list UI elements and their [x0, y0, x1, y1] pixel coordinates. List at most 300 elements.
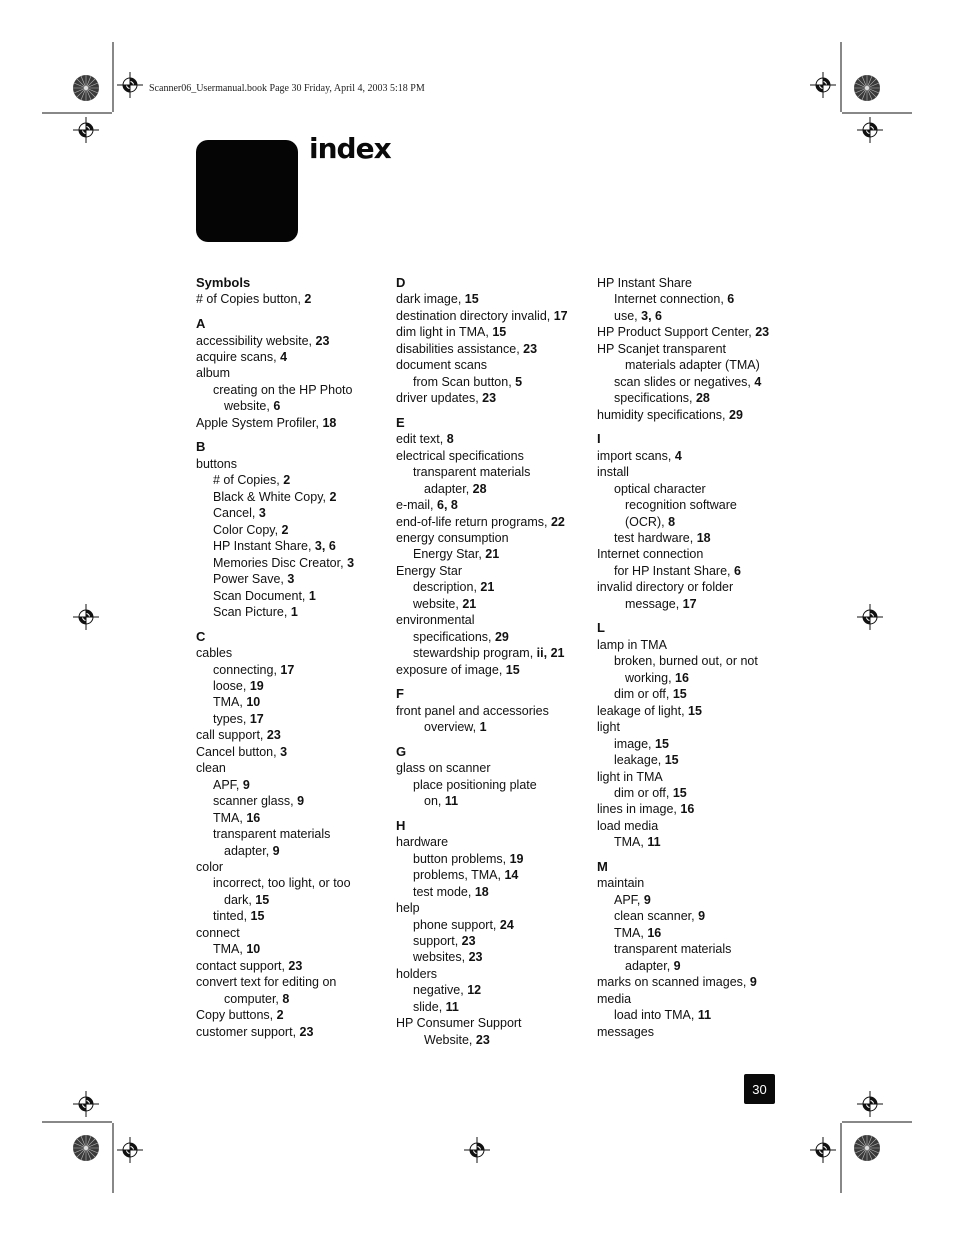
- index-entry: [196, 604, 386, 620]
- entry-text: Website,: [424, 1032, 476, 1047]
- page-link[interactable]: 15: [655, 736, 669, 751]
- page-link[interactable]: 15: [255, 892, 270, 907]
- page-link[interactable]: ii: [536, 646, 544, 661]
- page-link[interactable]: 16: [246, 810, 261, 825]
- index-entry: [597, 958, 797, 974]
- entry-text: specifications,: [413, 629, 495, 644]
- entry-text: convert text for editing on: [196, 975, 337, 990]
- entry-text: Memories Disc Creator,: [213, 555, 348, 570]
- entry-text: import scans,: [597, 448, 675, 463]
- entry-text: adapter,: [224, 843, 273, 858]
- page-link[interactable]: 4: [674, 448, 682, 463]
- entry-text: dark,: [224, 892, 256, 907]
- page-link[interactable]: 17: [682, 596, 697, 611]
- entry-text: environmental: [396, 613, 475, 628]
- chapter-tab-block: [196, 140, 298, 242]
- entry-text: HP Product Support Center,: [597, 325, 756, 340]
- page-link[interactable]: 3: [287, 572, 295, 587]
- page-link[interactable]: 21: [480, 580, 495, 595]
- index-entry: [597, 275, 797, 291]
- page-link[interactable]: 15: [672, 785, 687, 800]
- index-entry: [396, 464, 591, 480]
- page-link[interactable]: 28: [472, 481, 487, 496]
- entry-text: lines in image,: [597, 802, 681, 817]
- index-entry: [396, 867, 591, 883]
- index-entry: [196, 398, 386, 414]
- page-link[interactable]: 21: [550, 646, 565, 661]
- entry-text: websites,: [413, 950, 469, 965]
- entry-text: Scan Picture,: [213, 604, 291, 619]
- entry-text: stewardship program,: [413, 646, 537, 661]
- index-entry: [396, 481, 591, 497]
- page-link[interactable]: 15: [492, 325, 507, 340]
- page-link[interactable]: 8: [450, 498, 458, 513]
- page-link[interactable]: 6: [655, 308, 662, 323]
- page-link[interactable]: 23: [475, 1032, 490, 1047]
- section-letter: C: [196, 628, 206, 644]
- entry-text: end-of-life return programs,: [396, 514, 551, 529]
- entry-text: leakage,: [614, 753, 665, 768]
- page-link[interactable]: 29: [729, 407, 743, 422]
- entry-text: driver updates,: [396, 391, 483, 406]
- entry-text: computer,: [224, 991, 283, 1006]
- index-entry: [196, 588, 386, 604]
- page-link[interactable]: 10: [246, 695, 261, 710]
- entry-text: website,: [224, 399, 274, 414]
- entry-text: Copy buttons,: [196, 1008, 277, 1023]
- entry-text: Power Save,: [213, 572, 288, 587]
- entry-text: dark image,: [396, 292, 465, 307]
- entry-text: TMA,: [614, 835, 648, 850]
- index-entry: [396, 341, 591, 357]
- entry-text: # of Copies,: [213, 473, 284, 488]
- entry-text: maintain: [597, 876, 645, 891]
- page-link[interactable]: 4: [754, 374, 762, 389]
- index-entry: [196, 415, 386, 431]
- index-entry: [196, 694, 386, 710]
- entry-text: exposure of image,: [396, 662, 506, 677]
- page-link[interactable]: 3: [347, 555, 355, 570]
- index-entry: [597, 925, 797, 941]
- entry-text: test mode,: [413, 884, 475, 899]
- page-link[interactable]: 1: [290, 604, 298, 619]
- page-link[interactable]: 9: [673, 958, 681, 973]
- index-section: [196, 439, 386, 620]
- index-entry: [396, 612, 591, 628]
- index-entry: [196, 382, 386, 398]
- entry-text: Energy Star,: [413, 547, 486, 562]
- page-link[interactable]: 22: [550, 514, 565, 529]
- index-entry: [396, 514, 591, 530]
- index-entry: use, 3, 6: [614, 308, 662, 323]
- index-entry: [196, 349, 386, 365]
- entry-text: message,: [625, 596, 683, 611]
- entry-text: customer support,: [196, 1024, 300, 1039]
- entry-text: overview,: [424, 720, 480, 735]
- entry-text: transparent materials: [614, 942, 732, 957]
- page-link[interactable]: 15: [688, 703, 702, 718]
- page-link[interactable]: 11: [647, 835, 661, 850]
- section-letter: F: [396, 686, 404, 702]
- entry-text: leakage of light,: [597, 703, 689, 718]
- index-entry: [196, 744, 386, 760]
- index-entry: [196, 522, 386, 538]
- index-entry: [396, 933, 591, 949]
- page-link[interactable]: 17: [280, 662, 295, 677]
- entry-text: support,: [413, 933, 462, 948]
- index-section: [196, 316, 386, 431]
- index-entry: [396, 546, 591, 562]
- index-entry: [396, 308, 591, 324]
- entry-text: load media: [597, 818, 659, 833]
- index-entry: [396, 966, 591, 982]
- entry-text: holders: [396, 966, 437, 981]
- section-letter: L: [597, 620, 605, 636]
- index-section: [196, 275, 386, 308]
- entry-text: HP Instant Share,: [213, 539, 315, 554]
- index-entry: [597, 374, 797, 390]
- page-link[interactable]: 6: [328, 539, 336, 554]
- entry-text: Energy Star: [396, 563, 463, 578]
- entry-text: TMA,: [213, 942, 247, 957]
- index-entry: [396, 884, 591, 900]
- entry-text: help: [396, 901, 420, 916]
- index-entry: [597, 653, 797, 669]
- index-entry: [396, 793, 591, 809]
- index-section: [597, 431, 797, 612]
- entry-text: Cancel button,: [196, 744, 281, 759]
- index-entry: [196, 505, 386, 521]
- entry-text: TMA,: [213, 810, 247, 825]
- entry-text: connect: [196, 925, 240, 940]
- page-link[interactable]: 2: [283, 473, 291, 488]
- index-entry: [196, 843, 386, 859]
- index-entry: [196, 472, 386, 488]
- page-link[interactable]: 2: [281, 522, 289, 537]
- index-section: [396, 415, 591, 678]
- index-section: [396, 275, 591, 407]
- entry-text: description,: [413, 580, 481, 595]
- page-link[interactable]: 17: [249, 711, 264, 726]
- entry-text: messages: [597, 1024, 654, 1039]
- page-link[interactable]: 9: [297, 794, 305, 809]
- index-entry: [196, 1007, 386, 1023]
- entry-text: (OCR),: [625, 514, 669, 529]
- entry-text: TMA,: [213, 695, 247, 710]
- index-section: [196, 629, 386, 1040]
- page-link[interactable]: 19: [509, 851, 524, 866]
- entry-text: hardware: [396, 835, 449, 850]
- index-entry: [597, 324, 797, 340]
- index-entry: [597, 546, 797, 562]
- index-entry: [196, 727, 386, 743]
- entry-text: front panel and accessories: [396, 703, 549, 718]
- entry-text: load into TMA,: [614, 1008, 698, 1023]
- entry-text: destination directory invalid,: [396, 308, 554, 323]
- page-link[interactable]: 2: [276, 1008, 284, 1023]
- entry-text: Color Copy,: [213, 522, 282, 537]
- page-link[interactable]: 9: [698, 909, 706, 924]
- page-link[interactable]: 16: [680, 802, 695, 817]
- entry-text: disabilities assistance,: [396, 341, 524, 356]
- index-entry: [396, 324, 591, 340]
- index-entry: [597, 875, 797, 891]
- page-link[interactable]: 16: [675, 670, 689, 685]
- index-column-1: [196, 275, 386, 1048]
- entry-text: marks on scanned images,: [597, 975, 750, 990]
- entry-text: install: [597, 465, 629, 480]
- entry-text: optical character: [614, 481, 706, 496]
- page-link[interactable]: 19: [249, 678, 264, 693]
- index-entry: [196, 892, 386, 908]
- index-entry: [196, 760, 386, 776]
- index-entry: [396, 629, 591, 645]
- page-link[interactable]: 3: [314, 539, 322, 554]
- index-entry: [597, 785, 797, 801]
- index-entry: [597, 579, 797, 595]
- entry-text: phone support,: [413, 917, 500, 932]
- page-link[interactable]: 23: [266, 728, 281, 743]
- index-entry: [597, 357, 797, 373]
- page-link[interactable]: 12: [467, 983, 482, 998]
- entry-text: contact support,: [196, 958, 289, 973]
- index-section: [597, 859, 797, 1040]
- page-link[interactable]: 1: [479, 720, 487, 735]
- page-link[interactable]: 15: [672, 687, 687, 702]
- entry-text: website,: [413, 596, 463, 611]
- page-link[interactable]: 10: [246, 942, 261, 957]
- page-link[interactable]: 2: [329, 489, 337, 504]
- page-link[interactable]: 15: [250, 909, 265, 924]
- section-letter: A: [196, 316, 206, 332]
- index-column-3: [597, 275, 797, 1048]
- index-entry: [597, 481, 797, 497]
- index-entry: [597, 464, 797, 480]
- print-slug: Scanner06_Usermanual.book Page 30 Friday, April 4, 2003 5:18 PM: [149, 83, 425, 94]
- entry-text: HP Instant Share: [597, 276, 692, 290]
- entry-text: materials adapter (TMA): [625, 358, 760, 373]
- index-section: [396, 744, 591, 810]
- index-entry: [396, 357, 591, 373]
- entry-text: adapter,: [424, 481, 473, 496]
- page-link[interactable]: 6: [733, 563, 741, 578]
- entry-text: Internet connection,: [614, 292, 728, 307]
- index-entry: [597, 670, 797, 686]
- page-link[interactable]: 9: [643, 892, 651, 907]
- index-entry: [597, 834, 797, 850]
- index-entry: [396, 949, 591, 965]
- entry-text: call support,: [196, 728, 267, 743]
- entry-text: dim or off,: [614, 785, 673, 800]
- entry-text: test hardware,: [614, 530, 697, 545]
- page-link[interactable]: 28: [695, 391, 710, 406]
- page-link[interactable]: 23: [523, 341, 538, 356]
- entry-text: dim light in TMA,: [396, 325, 493, 340]
- page-link[interactable]: 6: [727, 292, 735, 307]
- page-link[interactable]: 8: [282, 991, 290, 1006]
- page-link[interactable]: 3: [280, 744, 288, 759]
- page-link[interactable]: 15: [505, 662, 520, 677]
- index-entry: [597, 719, 797, 735]
- page-link[interactable]: 3: [641, 308, 649, 323]
- index-entry: [196, 991, 386, 1007]
- section-letter: B: [196, 439, 206, 455]
- entry-text: Internet connection: [597, 547, 704, 562]
- index-entry: [396, 703, 591, 719]
- entry-text: e-mail,: [396, 498, 437, 513]
- index-entry: [597, 752, 797, 768]
- page-link[interactable]: 24: [499, 917, 514, 932]
- entry-text: use,: [614, 308, 642, 323]
- page-link[interactable]: 15: [464, 292, 479, 307]
- index-entry: [196, 826, 386, 842]
- entry-text: color: [196, 859, 224, 874]
- section-letter: E: [396, 414, 405, 430]
- page-link[interactable]: 5: [515, 374, 523, 389]
- page-link[interactable]: 23: [288, 958, 303, 973]
- section-letter: H: [396, 817, 406, 833]
- page-link[interactable]: 17: [553, 308, 568, 323]
- entry-text: humidity specifications,: [597, 407, 730, 422]
- entry-text: clean scanner,: [614, 909, 699, 924]
- page-link[interactable]: 11: [697, 1008, 712, 1023]
- page-link[interactable]: 9: [749, 975, 757, 990]
- entry-text: scanner glass,: [213, 794, 298, 809]
- entry-text: APF,: [213, 777, 243, 792]
- index-entry: [196, 555, 386, 571]
- index-entry: e-mail, 6, 8: [396, 498, 458, 513]
- index-entry: [597, 1024, 797, 1040]
- page-link[interactable]: 18: [696, 530, 711, 545]
- entry-text: cables: [196, 646, 233, 661]
- page-link[interactable]: 15: [664, 753, 679, 768]
- page-link[interactable]: 6: [436, 498, 444, 513]
- page-link[interactable]: 21: [485, 547, 500, 562]
- entry-text: loose,: [213, 678, 250, 693]
- entry-text: incorrect, too light, or too: [213, 876, 351, 891]
- entry-text: creating on the HP Photo: [213, 382, 353, 397]
- entry-text: TMA,: [614, 925, 648, 940]
- page-link[interactable]: 8: [668, 514, 676, 529]
- page-link[interactable]: 11: [445, 999, 459, 1014]
- page-link[interactable]: 9: [272, 843, 280, 858]
- entry-text: electrical specifications: [396, 448, 524, 463]
- index-entry: [597, 637, 797, 653]
- page-link[interactable]: 9: [242, 777, 250, 792]
- page-link[interactable]: 23: [468, 950, 483, 965]
- index-entry: [396, 662, 591, 678]
- index-entry: [597, 736, 797, 752]
- entry-text: for HP Instant Share,: [614, 563, 734, 578]
- entry-text: transparent materials: [213, 827, 331, 842]
- index-entry: [196, 925, 386, 941]
- entry-text: recognition software: [625, 498, 737, 513]
- index-entry: [396, 834, 591, 850]
- index-entry: [396, 917, 591, 933]
- index-entry: [196, 810, 386, 826]
- entry-text: image,: [614, 736, 655, 751]
- page-link[interactable]: 2: [304, 292, 312, 307]
- entry-text: button problems,: [413, 851, 510, 866]
- index-entry: [396, 777, 591, 793]
- section-letter: D: [396, 275, 406, 290]
- index-entry: [196, 678, 386, 694]
- index-entry: stewardship program, ii, 21: [413, 646, 565, 661]
- entry-text: working,: [625, 670, 676, 685]
- index-entry: [196, 777, 386, 793]
- page-link[interactable]: 23: [482, 391, 497, 406]
- index-entry: [597, 514, 797, 530]
- index-entry: [396, 719, 591, 735]
- page-link[interactable]: 11: [444, 794, 459, 809]
- index-entry: [196, 291, 386, 307]
- index-entry: [597, 448, 797, 464]
- entry-text: adapter,: [625, 958, 674, 973]
- entry-text: APF,: [614, 892, 644, 907]
- page-link[interactable]: 18: [474, 884, 489, 899]
- index-section: [597, 275, 797, 423]
- entry-text: invalid directory or folder: [597, 580, 734, 595]
- page-link[interactable]: 23: [299, 1024, 314, 1039]
- page-link[interactable]: 18: [322, 415, 337, 430]
- index-entry: [597, 407, 797, 423]
- page-link[interactable]: 4: [280, 350, 288, 364]
- entry-text: negative,: [413, 983, 468, 998]
- page-link[interactable]: 23: [315, 333, 330, 348]
- index-entry: [396, 900, 591, 916]
- section-letter: I: [597, 431, 601, 447]
- page-link[interactable]: 23: [755, 325, 770, 340]
- page-link[interactable]: 8: [446, 432, 454, 447]
- index-entry: [196, 859, 386, 875]
- index-entry: [196, 941, 386, 957]
- index-section: [597, 620, 797, 850]
- index-entry: [396, 431, 591, 447]
- entry-text: scan slides or negatives,: [614, 374, 755, 389]
- index-entry: [597, 291, 797, 307]
- index-entry: [396, 982, 591, 998]
- page-link[interactable]: 21: [462, 596, 477, 611]
- section-letter: M: [597, 858, 608, 874]
- page-link[interactable]: 16: [647, 925, 662, 940]
- page-link[interactable]: 23: [461, 933, 476, 948]
- section-letter: Symbols: [196, 275, 251, 290]
- page-link[interactable]: 1: [308, 588, 316, 603]
- entry-text: HP Consumer Support: [396, 1016, 522, 1031]
- index-entry: [597, 801, 797, 817]
- index-column-2: [396, 275, 591, 1056]
- index-entry: HP Instant Share, 3, 6: [213, 539, 336, 554]
- page-link[interactable]: 29: [494, 629, 509, 644]
- index-entry: [597, 390, 797, 406]
- index-entry: [597, 974, 797, 990]
- entry-text: energy consumption: [396, 530, 509, 545]
- entry-text: connecting,: [213, 662, 281, 677]
- page-link[interactable]: 3: [258, 506, 266, 521]
- index-entry: [396, 1015, 591, 1031]
- index-entry: [196, 365, 386, 381]
- index-entry: [196, 793, 386, 809]
- entry-text: document scans: [396, 358, 488, 373]
- index-entry: [597, 908, 797, 924]
- page-link[interactable]: 14: [504, 868, 519, 883]
- index-entry: [196, 645, 386, 661]
- page-link[interactable]: 6: [273, 399, 281, 414]
- page-number-badge: 30: [744, 1074, 775, 1104]
- entry-text: light in TMA: [597, 769, 663, 784]
- entry-text: place positioning plate: [413, 777, 537, 792]
- index-entry: [196, 456, 386, 472]
